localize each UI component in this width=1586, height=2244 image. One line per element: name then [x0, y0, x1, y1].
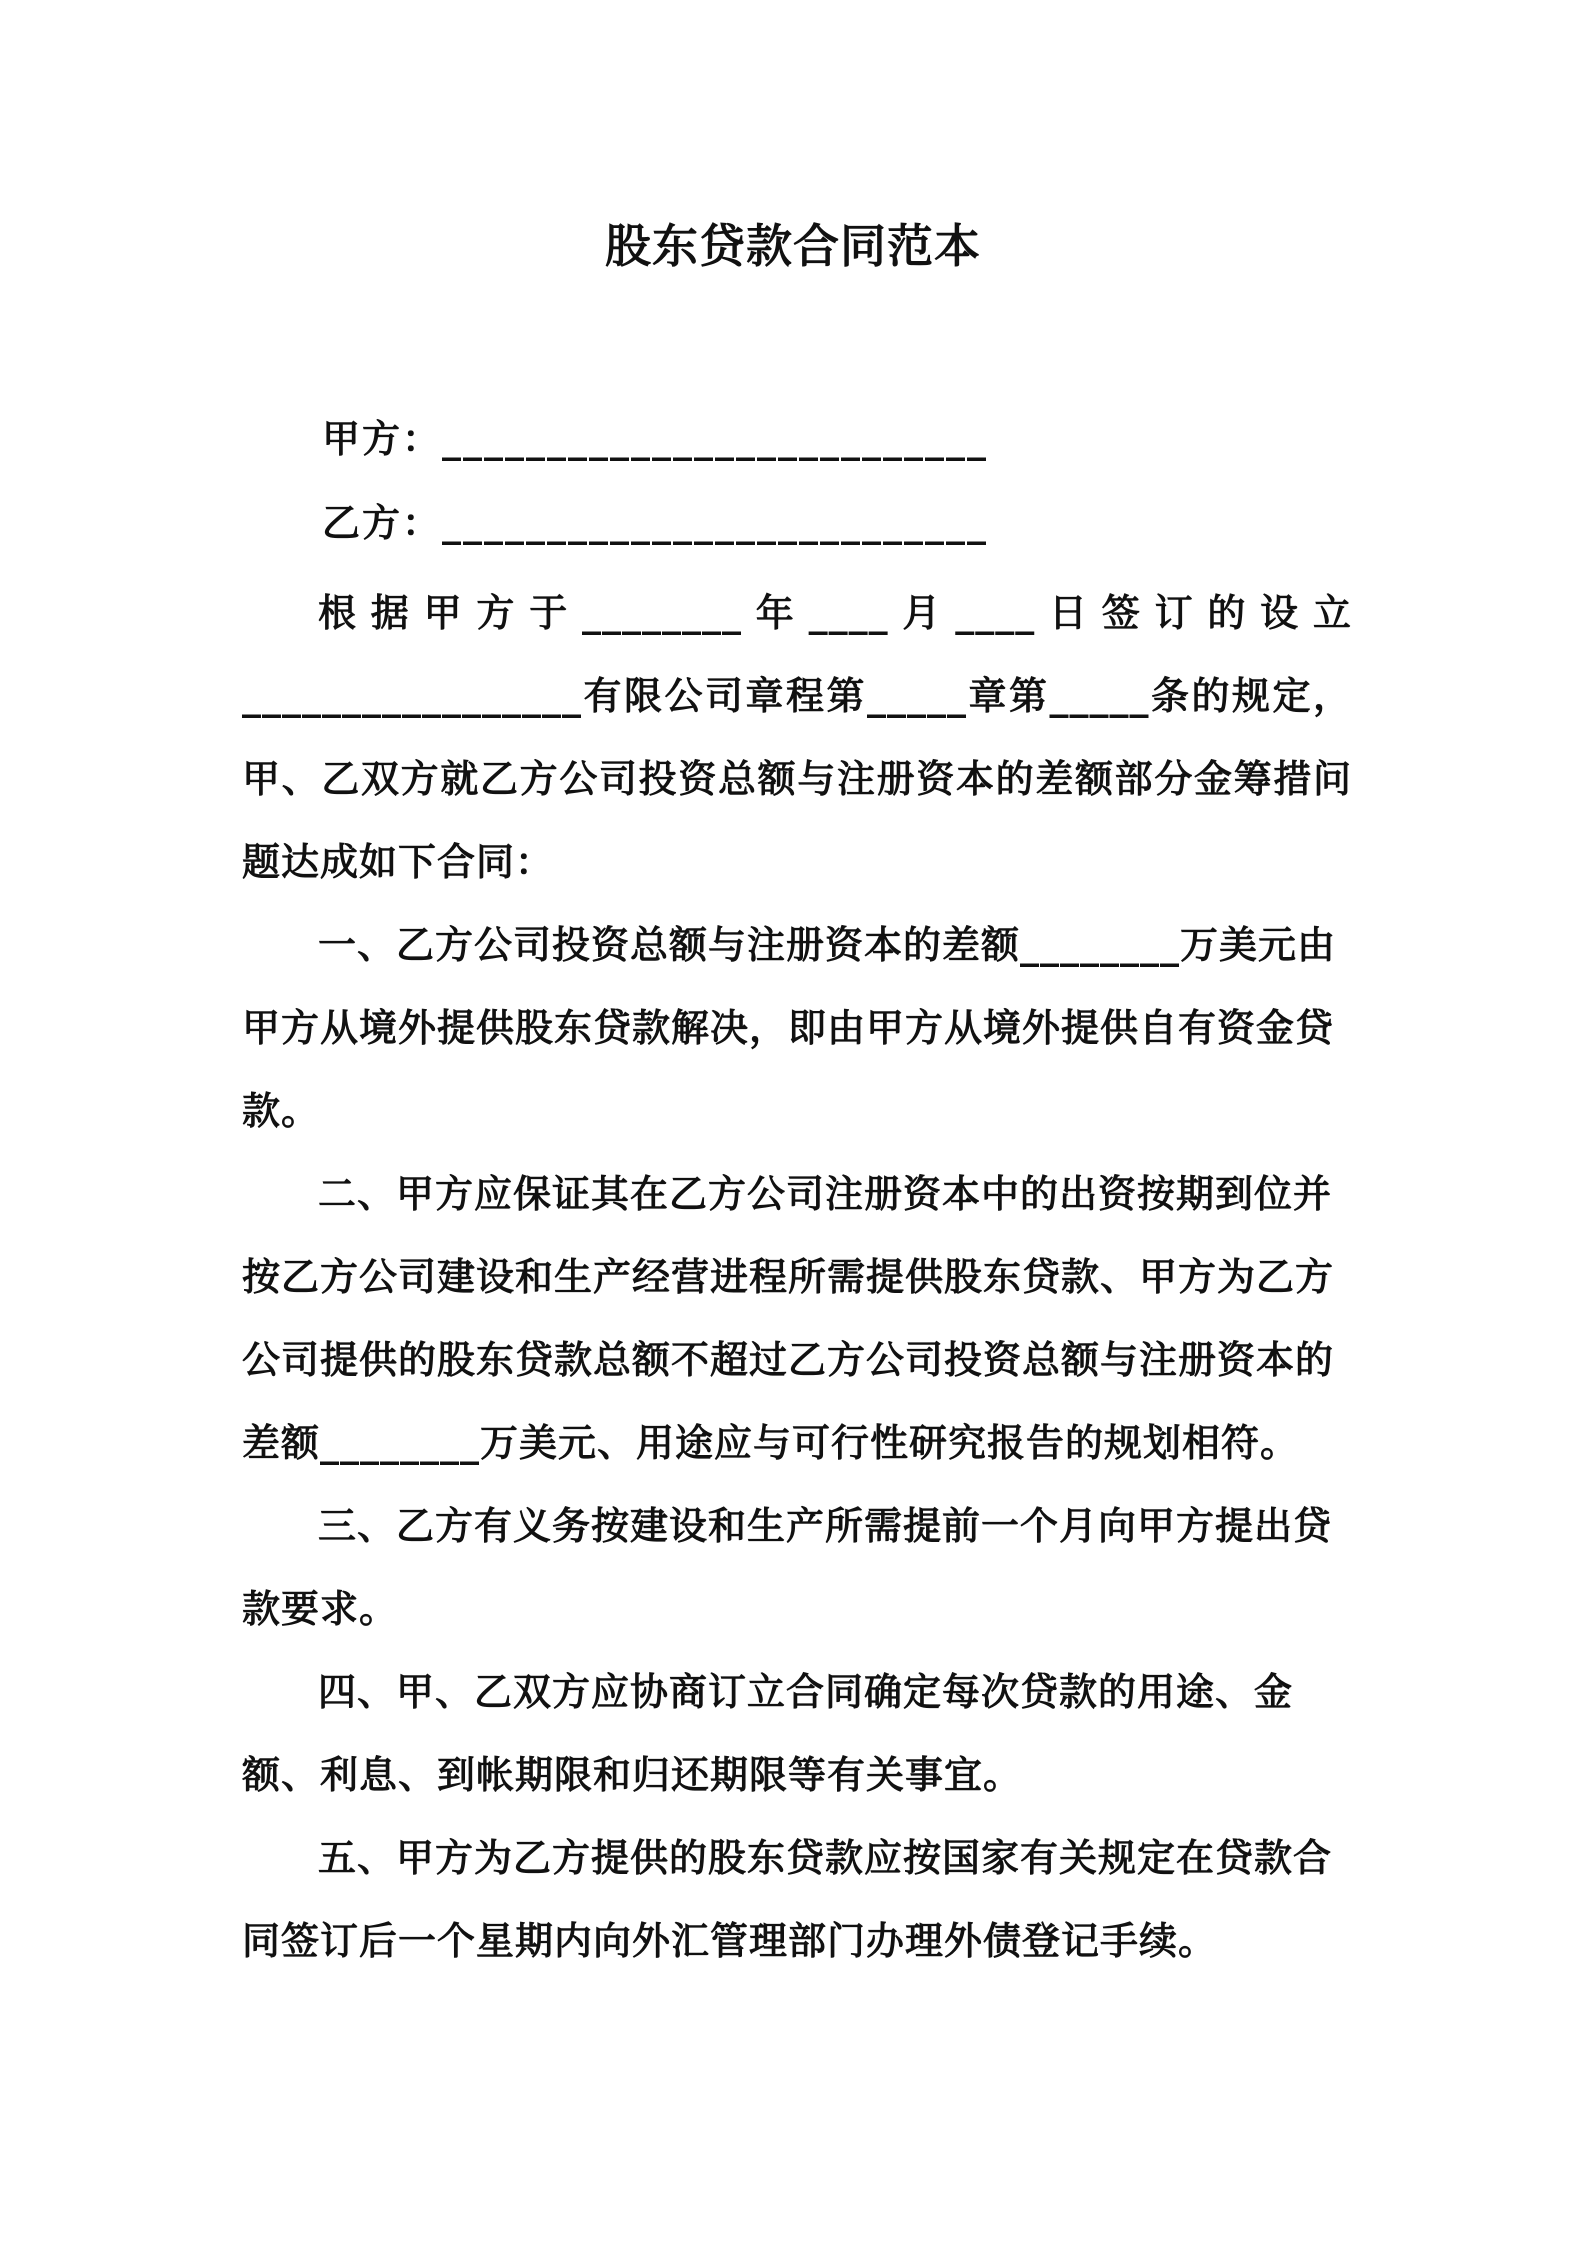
clause-1: 一、乙方公司投资总额与注册资本的差额________万美元由甲方从境外提供股东贷款解决，即由甲方从境外提供自有资金贷款。	[242, 923, 1337, 1133]
party-b-line: 乙方：__________________________	[322, 501, 989, 545]
clause-4: 四、甲、乙双方应协商订立合同确定每次贷款的用途、金额、利息、到帐期限和归还期限等有关事宜。	[242, 1670, 1294, 1797]
party-a-line: 甲方：__________________________	[322, 417, 989, 461]
clause-2: 二、甲方应保证其在乙方公司注册资本中的出资按期到位并按乙方公司建设和生产经营进程所需提供股东贷款、甲方为乙方公司提供的股东贷款总额不超过乙方公司投资总额与注册资本的差额________万美元、用途应与可行性研究报告的规划相符。	[242, 1172, 1335, 1465]
contract-body	[242, 572, 1352, 1983]
clause-3: 三、乙方有义务按建设和生产所需提前一个月向甲方提出贷款要求。	[242, 1504, 1333, 1631]
clause-5: 五、甲方为乙方提供的股东贷款应按国家有关规定在贷款合同签订后一个星期内向外汇管理部门办理外债登记手续。	[242, 1836, 1333, 1963]
intro-paragraph: 根据甲方于________年____月____日签订的设立_________________有限公司章程第_____章第_____条的规定，甲、乙双方就乙方公司投资总额与注册资本的差额部分金筹措问题达成如下合同：	[242, 591, 1352, 884]
document-title: 股东贷款合同范本	[605, 219, 981, 273]
